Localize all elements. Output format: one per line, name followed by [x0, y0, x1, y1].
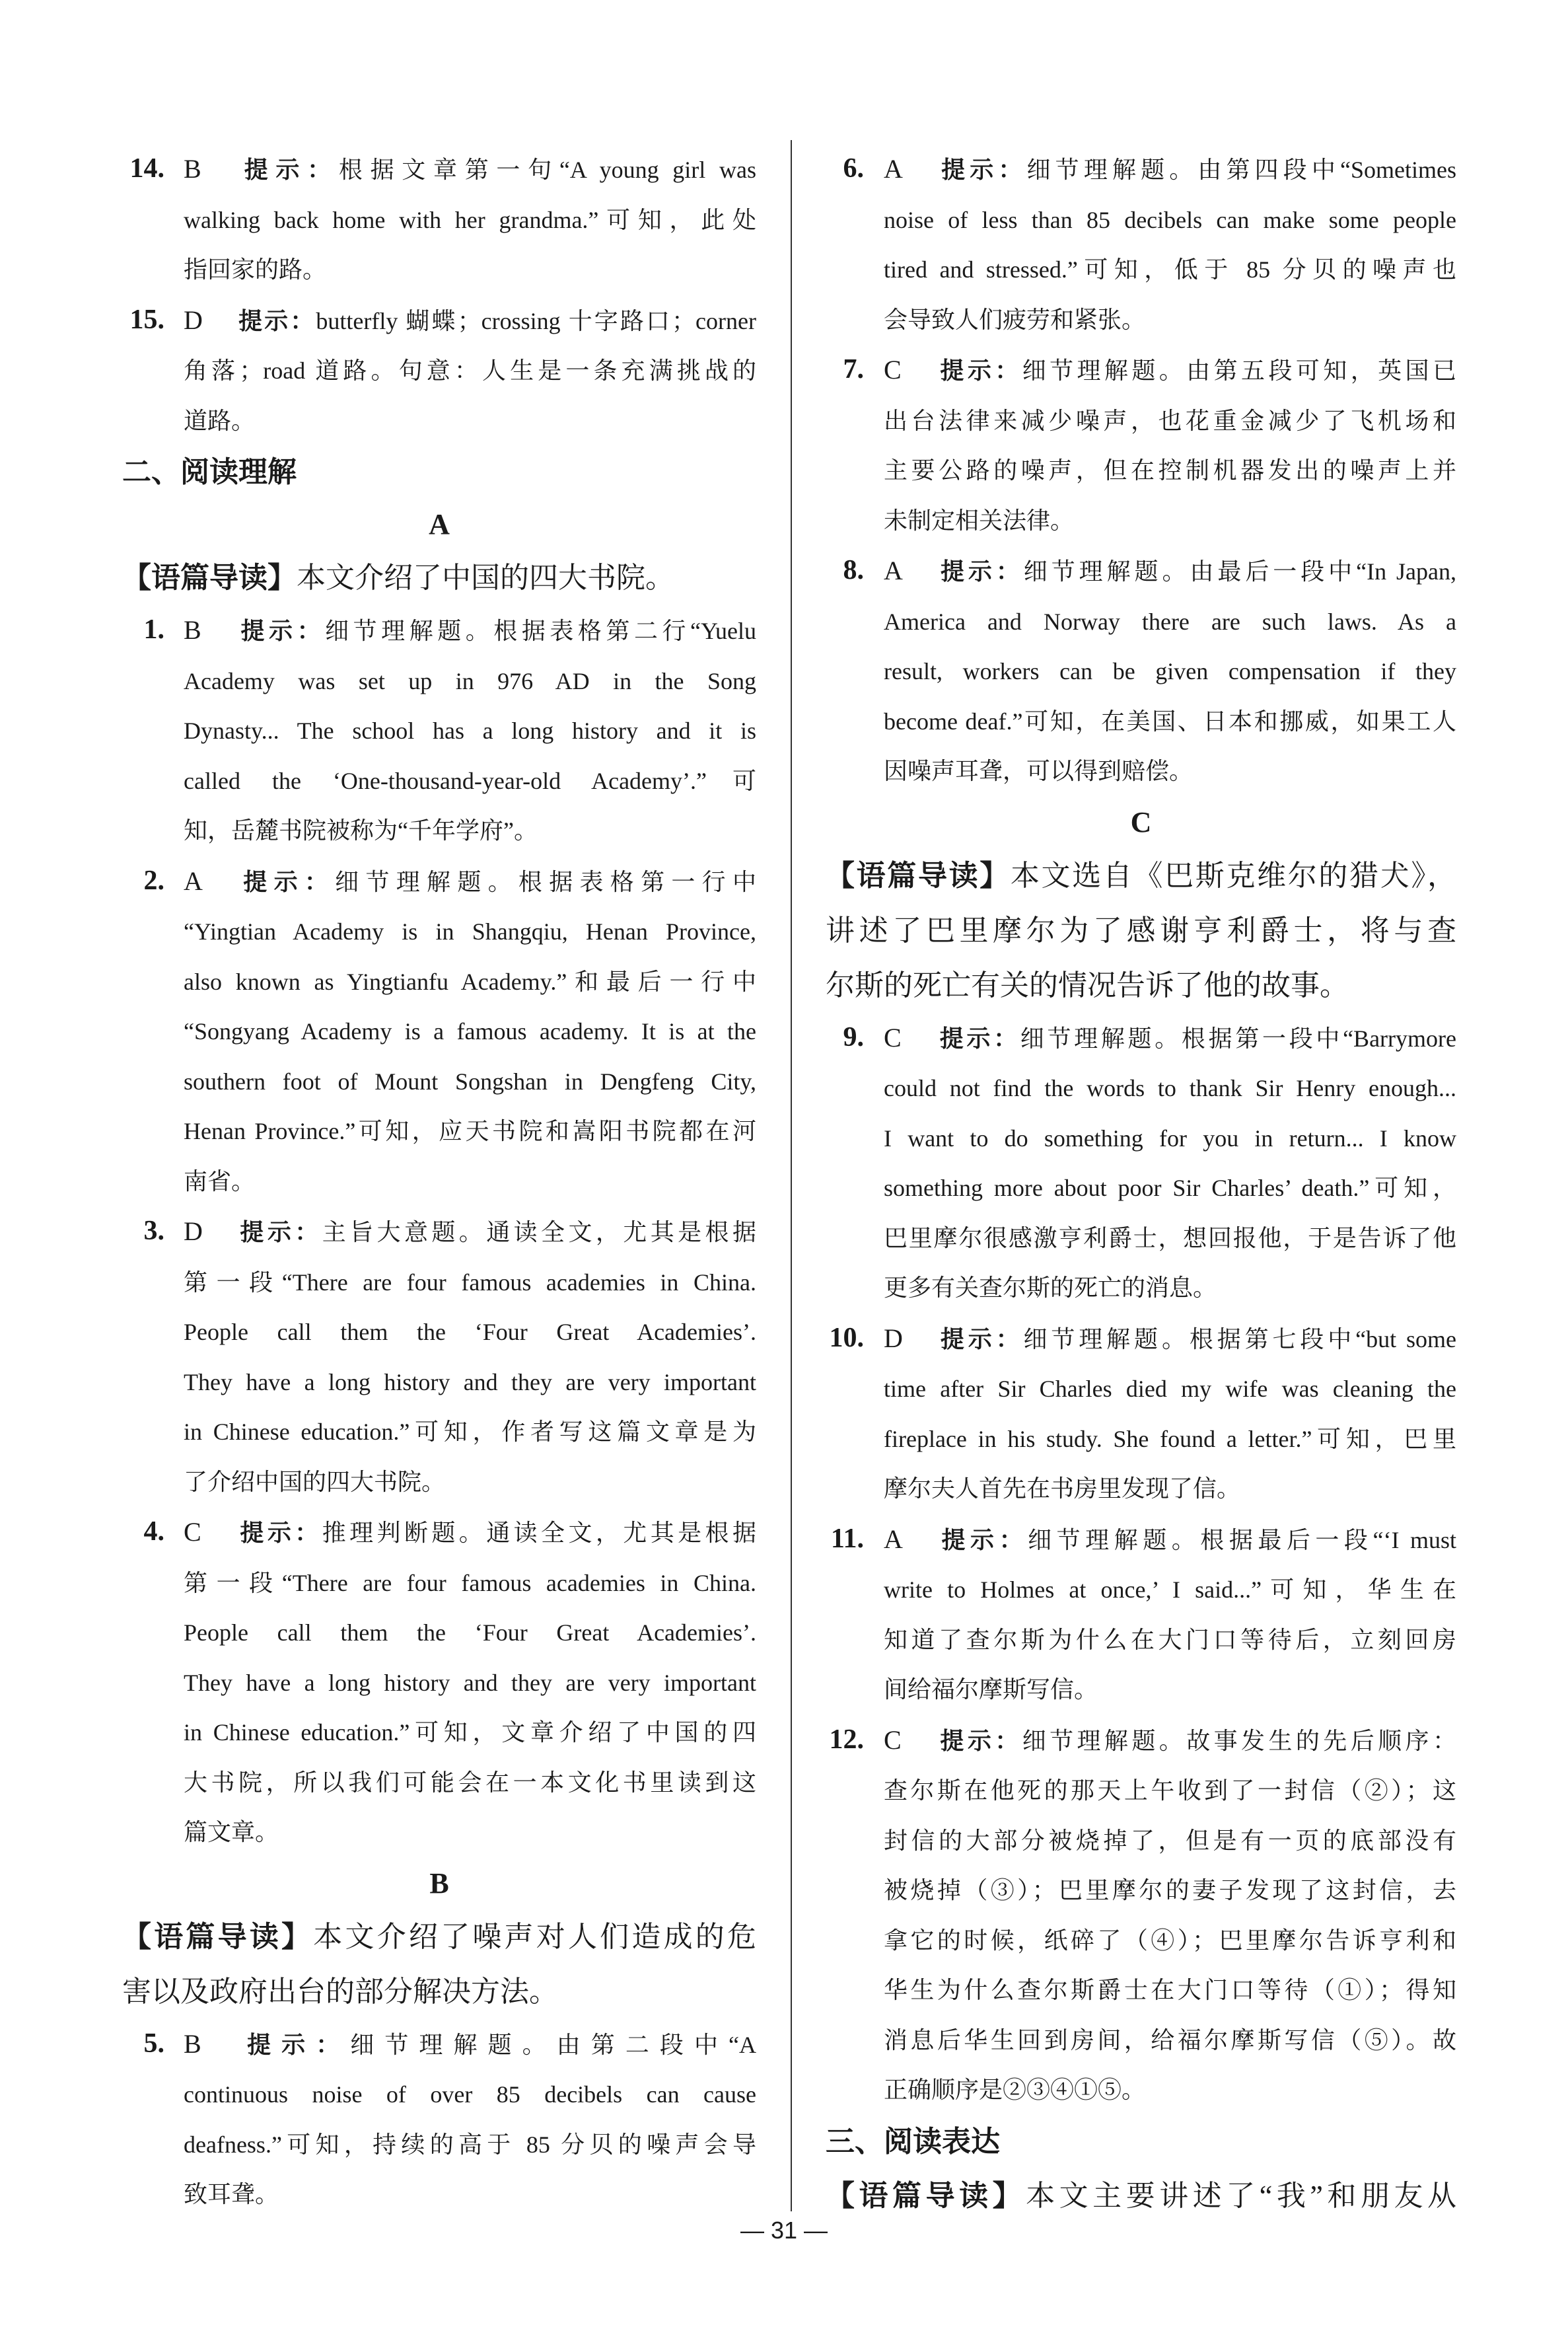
- question-number: 5.: [143, 2028, 164, 2059]
- answer-item: [122, 605, 756, 856]
- text-line: [884, 1464, 1456, 1514]
- line-text: butterfly 蝴蝶；crossing 十字路口；corner: [316, 307, 756, 334]
- line-text: They have a long history and they are very important: [184, 1368, 756, 1395]
- line-text: People call them the ‘Four Great Academies’.: [184, 1619, 756, 1646]
- hint-label: 提示：: [937, 558, 1024, 585]
- answer-item: [826, 1013, 1456, 1313]
- line-text: 更多有关查尔斯的死亡的消息。: [884, 1274, 1217, 1301]
- line-text: become deaf.”可知，在美国、日本和挪威，如果工人: [884, 708, 1456, 735]
- question-number: 4.: [143, 1516, 164, 1547]
- line-text: time after Sir Charles died my wife was cleaning the: [884, 1376, 1456, 1402]
- answer-letter: D: [884, 1323, 903, 1353]
- answer-letter: A: [884, 1524, 903, 1554]
- text-line: [884, 747, 1456, 797]
- text-line: [884, 496, 1456, 546]
- line-text: 细节理解题。由第四段中“Sometimes: [1026, 157, 1456, 183]
- line-text: 本文介绍了噪声对人们造成的危: [313, 1920, 757, 1953]
- text-line: [122, 1909, 756, 1964]
- right-column: [826, 144, 1456, 2223]
- question-number: 11.: [830, 1523, 864, 1554]
- text-line: [184, 1258, 756, 1308]
- answer-letter: C: [884, 1724, 902, 1755]
- line-text: 细节理解题。根据第七段中“but some: [1023, 1325, 1456, 1352]
- answer-letter: A: [884, 154, 903, 184]
- text-line: [184, 1308, 756, 1358]
- answer-item: [826, 1313, 1456, 1514]
- answer-item: [122, 295, 756, 447]
- text-line: [884, 1064, 1456, 1114]
- line-text: 巴里摩尔很感激亨利爵士，想回报他，于是告诉了他: [884, 1224, 1456, 1251]
- hint-label: 提示：: [937, 1726, 1022, 1754]
- text-line: [884, 396, 1456, 447]
- line-text: called the ‘One-thousand-year-old Academy’.”可: [184, 767, 756, 794]
- question-number: 12.: [829, 1724, 864, 1755]
- text-line: [884, 245, 1456, 295]
- hint-label: 提示：: [236, 156, 339, 183]
- text-line: [884, 1514, 1456, 1566]
- answer-letter: A: [884, 556, 903, 585]
- line-text: “Yingtian Academy is in Shangqiu, Henan Province,: [184, 918, 756, 945]
- line-text: 知道了查尔斯为什么在大门口等待后，立刻回房: [884, 1626, 1456, 1653]
- answer-item: [826, 1715, 1456, 2116]
- passage-intro: [122, 1909, 756, 2019]
- answer-item: [826, 546, 1456, 797]
- line-text: in Chinese education.”可知，文章介绍了中国的四: [184, 1719, 756, 1746]
- line-text: 细节理解题。故事发生的先后顺序：: [1022, 1727, 1456, 1754]
- line-text: also known as Yingtianfu Academy.”和最后一行中: [184, 968, 756, 995]
- line-text: write to Holmes at once,’ I said...”可知，华生在: [884, 1576, 1456, 1603]
- text-line: [884, 446, 1456, 496]
- text-line: [184, 806, 756, 856]
- text-line: [184, 605, 756, 657]
- text-line: [184, 196, 756, 246]
- line-text: 主要公路的噪声，但在控制机器发出的噪声上并: [884, 457, 1456, 484]
- line-text: 道路。: [184, 407, 256, 434]
- line-text: tired and stressed.”可知，低于 85 分贝的噪声也: [884, 256, 1456, 283]
- passage-intro: [826, 2168, 1456, 2223]
- question-number: 2.: [143, 865, 164, 896]
- line-text: 细节理解题。根据最后一段“‘I must: [1028, 1526, 1456, 1553]
- text-line: [884, 1214, 1456, 1264]
- text-line: [884, 1816, 1456, 1866]
- line-text: 篇文章。: [184, 1819, 279, 1845]
- text-line: [184, 1458, 756, 1508]
- passage-heading: A: [429, 508, 450, 540]
- line-text: 消息后华生回到房间，给福尔摩斯写信（⑤）。故: [884, 2026, 1456, 2053]
- text-line: [184, 1107, 756, 1157]
- text-line: [884, 1916, 1456, 1966]
- text-line: [184, 1007, 756, 1057]
- passage-intro: [122, 550, 756, 605]
- passage-intro: [826, 848, 1456, 1013]
- line-text: 封信的大部分被烧掉了，但是有一页的底部没有: [884, 1827, 1456, 1854]
- text-line: [826, 958, 1456, 1013]
- question-number: 7.: [843, 354, 864, 385]
- line-text: 华生为什么查尔斯爵士在大门口等待（①）；得知: [884, 1977, 1456, 2003]
- text-line: [884, 1766, 1456, 1816]
- hint-label: 提示：: [937, 1325, 1024, 1352]
- left-column: [122, 144, 756, 2220]
- hint-label: 提示：: [937, 156, 1027, 183]
- passage-heading: C: [1130, 805, 1152, 838]
- line-text: 正确顺序是②③④①⑤。: [884, 2077, 1146, 2103]
- hint-label: 提示：: [937, 1526, 1028, 1553]
- question-number: 15.: [129, 304, 164, 335]
- text-line: [184, 1608, 756, 1658]
- line-text: People call them the ‘Four Great Academies’.: [184, 1319, 756, 1345]
- text-line: [184, 295, 756, 347]
- text-line: [884, 1615, 1456, 1666]
- line-text: They have a long history and they are very important: [184, 1669, 756, 1696]
- answer-item: [826, 345, 1456, 546]
- line-text: continuous noise of over 85 decibels can cause: [184, 2081, 756, 2108]
- line-text: 主旨大意题。通读全文，尤其是根据: [322, 1219, 756, 1245]
- section-heading: 三、阅读表达: [826, 2125, 1000, 2158]
- intro-label: 【语篇导读】: [122, 562, 297, 594]
- hint-label: 提示：: [236, 1519, 322, 1546]
- intro-label: 【语篇导读】: [122, 1920, 314, 1953]
- text-line: [184, 2170, 756, 2220]
- line-text: 讲述了巴里摩尔为了感谢亨利爵士，将与查: [826, 914, 1456, 947]
- text-line: [884, 1565, 1456, 1615]
- text-line: [184, 1559, 756, 1609]
- line-text: 害以及政府出台的部分解决方法。: [122, 1975, 558, 2008]
- hint-label: 提示：: [937, 1024, 1020, 1052]
- text-line: [884, 1415, 1456, 1465]
- line-text: 拿它的时候，纸碎了（④）；巴里摩尔告诉亨利和: [884, 1927, 1456, 1954]
- text-line: [184, 657, 756, 707]
- answer-letter: B: [184, 615, 201, 645]
- answer-item: [122, 1206, 756, 1507]
- text-line: [884, 697, 1456, 747]
- text-line: [184, 1358, 756, 1408]
- hint-label: 提示：: [937, 357, 1022, 384]
- text-line: [826, 2168, 1456, 2223]
- line-text: 尔斯的死亡有关的情况告诉了他的故事。: [826, 969, 1349, 1002]
- line-text: 会导致人们疲劳和紧张。: [884, 306, 1146, 333]
- answer-item: [826, 1514, 1456, 1715]
- line-text: 摩尔夫人首先在书房里发现了信。: [884, 1475, 1241, 1502]
- text-line: [184, 1407, 756, 1458]
- hint-label: 提示：: [236, 1218, 322, 1245]
- answer-letter: C: [184, 1517, 201, 1547]
- intro-label: 【语篇导读】: [826, 2179, 1026, 2212]
- answer-letter: D: [184, 305, 203, 335]
- text-line: [122, 550, 756, 605]
- text-line: [884, 345, 1456, 396]
- text-line: [884, 2016, 1456, 2066]
- answer-letter: B: [184, 2028, 201, 2059]
- text-line: [826, 903, 1456, 958]
- hint-label: 提示：: [236, 307, 316, 334]
- page-number: — 31 —: [740, 2217, 828, 2244]
- text-line: [884, 1364, 1456, 1415]
- line-text: southern foot of Mount Songshan in Dengfeng City,: [184, 1068, 756, 1095]
- text-line: [884, 1114, 1456, 1164]
- answer-letter: C: [884, 355, 902, 385]
- text-line: [184, 396, 756, 447]
- line-text: 角落；road 道路。句意：人生是一条充满挑战的: [184, 357, 756, 384]
- question-number: 1.: [143, 614, 164, 645]
- line-text: 南省。: [184, 1167, 256, 1195]
- text-line: [884, 1313, 1456, 1365]
- text-line: [884, 1966, 1456, 2016]
- line-text: 本文介绍了中国的四大书院。: [297, 562, 674, 594]
- text-line: [184, 1658, 756, 1709]
- answer-letter: D: [184, 1216, 203, 1246]
- answer-item: [122, 2019, 756, 2220]
- line-text: 细节理解题。根据表格第二行“Yuelu: [325, 618, 756, 644]
- line-text: 细节理解题。由第二段中“A: [350, 2031, 756, 2058]
- column-divider: [791, 140, 792, 2211]
- text-line: [184, 2019, 756, 2071]
- line-text: 出台法律来减少噪声，也花重金减少了飞机场和: [884, 407, 1456, 434]
- text-line: [826, 848, 1456, 903]
- line-text: 间给福尔摩斯写信。: [884, 1676, 1098, 1703]
- question-number: 9.: [843, 1021, 864, 1052]
- line-text: deafness.”可知，持续的高于 85 分贝的噪声会导: [184, 2131, 756, 2158]
- line-text: fireplace in his study. She found a letter.”可知，巴里: [884, 1425, 1456, 1452]
- text-line: [884, 2065, 1456, 2116]
- answer-item: [122, 144, 756, 295]
- text-line: [184, 757, 756, 807]
- text-line: [184, 245, 756, 295]
- text-line: [884, 295, 1456, 346]
- line-text: 未制定相关法律。: [884, 507, 1075, 534]
- text-line: [884, 1665, 1456, 1715]
- line-text: 细节理解题。根据表格第一行中: [335, 868, 756, 895]
- text-line: [184, 1157, 756, 1207]
- text-line: [884, 196, 1456, 246]
- text-line: [884, 144, 1456, 196]
- question-number: 10.: [829, 1322, 864, 1353]
- text-line: [884, 1263, 1456, 1313]
- text-line: [184, 1808, 756, 1858]
- answer-letter: B: [184, 154, 201, 184]
- hint-label: 提示：: [236, 617, 326, 644]
- text-line: [184, 957, 756, 1008]
- line-text: could not find the words to thank Sir Henry enough...: [884, 1075, 1456, 1101]
- line-text: Henan Province.”可知，应天书院和嵩阳书院都在河: [184, 1118, 756, 1144]
- line-text: 指回家的路。: [184, 256, 327, 283]
- section-heading: 二、阅读理解: [122, 456, 297, 488]
- answer-item: [122, 856, 756, 1207]
- text-line: [184, 1758, 756, 1808]
- text-line: [884, 546, 1456, 597]
- line-text: noise of less than 85 decibels can make some people: [884, 206, 1456, 233]
- line-text: 被烧掉（③）；巴里摩尔的妻子发现了这封信，去: [884, 1877, 1456, 1903]
- text-line: [184, 907, 756, 957]
- text-line: [184, 144, 756, 196]
- text-line: [184, 2120, 756, 2170]
- question-number: 8.: [843, 555, 864, 585]
- line-text: 本文主要讲述了“我”和朋友从: [1026, 2179, 1456, 2212]
- line-text: 细节理解题。由最后一段中“In Japan,: [1023, 558, 1456, 585]
- text-line: [884, 1866, 1456, 1916]
- text-line: [884, 1013, 1456, 1064]
- line-text: 知，岳麓书院被称为“千年学府”。: [184, 817, 538, 844]
- intro-label: 【语篇导读】: [826, 859, 1011, 892]
- line-text: 细节理解题。由第五段可知，英国已: [1022, 357, 1456, 384]
- text-line: [184, 1507, 756, 1559]
- line-text: 根据文章第一句“A young girl was: [338, 157, 756, 183]
- line-text: result, workers can be given compensation if they: [884, 658, 1456, 684]
- text-line: [122, 1964, 756, 2019]
- question-number: 14.: [129, 153, 164, 184]
- hint-label: 提示：: [236, 867, 336, 895]
- line-text: 推理判断题。通读全文，尤其是根据: [322, 1520, 756, 1546]
- text-line: [184, 1057, 756, 1107]
- question-number: 6.: [843, 153, 864, 184]
- answer-letter: C: [884, 1022, 902, 1052]
- line-text: 第一段“There are four famous academies in China.: [184, 1269, 756, 1296]
- line-text: 因噪声耳聋，可以得到赔偿。: [884, 758, 1194, 784]
- line-text: I want to do something for you in return... I know: [884, 1125, 1456, 1152]
- line-text: 查尔斯在他死的那天上午收到了一封信（②）；这: [884, 1777, 1456, 1804]
- line-text: 大书院，所以我们可能会在一本文化书里读到这: [184, 1769, 756, 1796]
- text-line: [184, 2070, 756, 2120]
- line-text: 第一段“There are four famous academies in China.: [184, 1569, 756, 1596]
- text-line: [184, 1708, 756, 1758]
- text-line: [184, 856, 756, 908]
- text-line: [884, 1163, 1456, 1214]
- line-text: 了介绍中国的四大书院。: [184, 1468, 446, 1495]
- answer-item: [826, 144, 1456, 345]
- passage-heading: B: [429, 1866, 449, 1900]
- line-text: Dynasty... The school has a long history and it is: [184, 718, 756, 744]
- question-number: 3.: [143, 1216, 164, 1246]
- hint-label: 提示：: [236, 2030, 351, 2058]
- text-line: [884, 1715, 1456, 1767]
- text-line: [184, 346, 756, 396]
- line-text: something more about poor Sir Charles’ death.”可知，: [884, 1175, 1456, 1201]
- text-line: [884, 647, 1456, 697]
- answer-letter: A: [184, 866, 203, 896]
- line-text: 本文选自《巴斯克维尔的猎犬》，: [1010, 859, 1457, 892]
- line-text: America and Norway there are such laws. As a: [884, 608, 1456, 635]
- text-line: [184, 706, 756, 757]
- line-text: Academy was set up in 976 AD in the Song: [184, 667, 756, 694]
- text-line: [884, 597, 1456, 647]
- answer-item: [122, 1507, 756, 1858]
- line-text: walking back home with her grandma.”可知，此处: [184, 206, 756, 233]
- line-text: 致耳聋。: [184, 2181, 279, 2207]
- line-text: 细节理解题。根据第一段中“Barrymore: [1020, 1025, 1456, 1052]
- line-text: in Chinese education.”可知，作者写这篇文章是为: [184, 1419, 756, 1445]
- text-line: [184, 1206, 756, 1258]
- line-text: “Songyang Academy is a famous academy. It is at the: [184, 1018, 756, 1045]
